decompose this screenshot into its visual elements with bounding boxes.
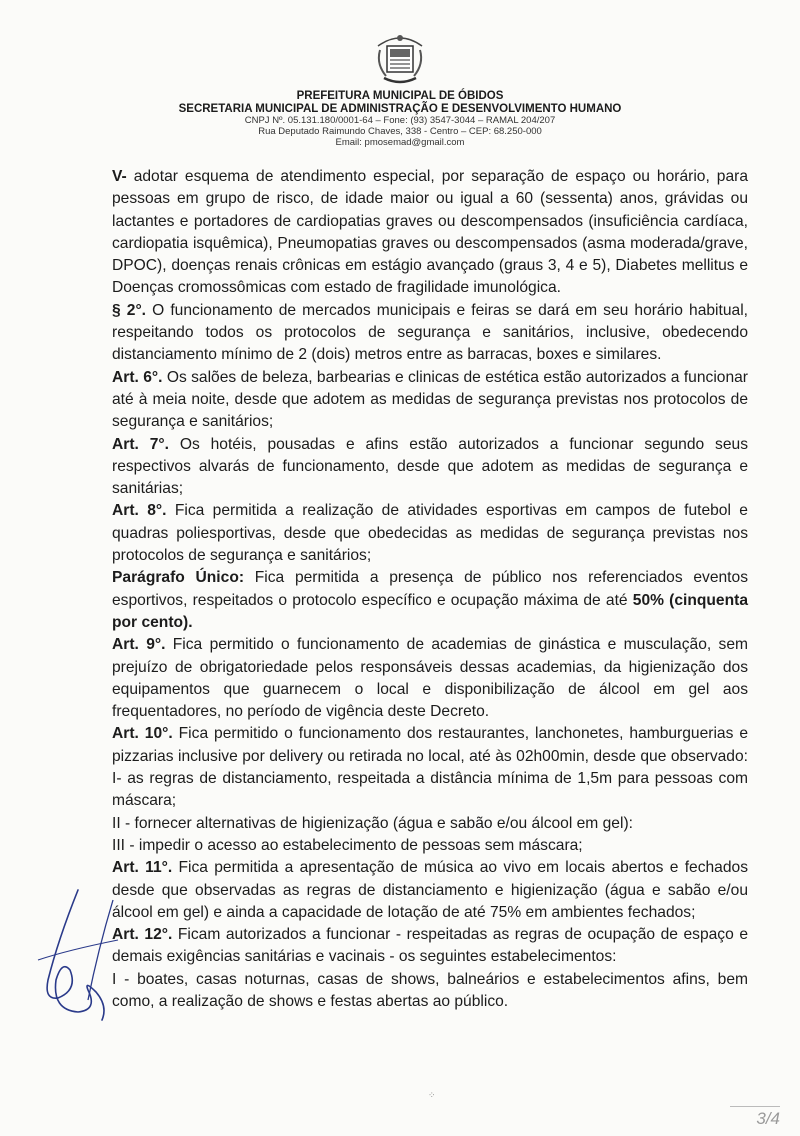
paragraph-text: Fica permitido o funcionamento de academias de ginástica e musculação, sem prejuízo de obrigatoriedade pelos responsáveis dessas academias, da higienização dos equipamentos que guarnecem o local e disponibilização de álcool em gel aos frequentadores, no período de vigência deste Decreto. (112, 636, 748, 721)
stamp-mark-icon: ⁘ (428, 1090, 436, 1100)
paragraph-emphasis: 50% (cinquenta por cento). (112, 591, 748, 631)
paragraph-lead: Parágrafo Único: (112, 569, 245, 587)
letterhead-email: Email: pmosemad@gmail.com (335, 137, 465, 149)
paragraph-art-8 (112, 500, 748, 567)
paragraph-text: II - fornecer alternativas de higienização (água e sabão e/ou álcool em gel): (112, 814, 633, 832)
paragraph-text: Fica permitida a realização de atividades esportivas em campos de futebol e quadras poliesportivas, desde que obedecidas as medidas de segurança previstas nos protocolos de segurança e sanitários; (112, 502, 748, 565)
paragraph-art-6 (112, 367, 748, 434)
paragraph-lead: Art. 7°. (112, 435, 169, 453)
paragraph-text: Fica permitida a apresentação de música ao vivo em locais abertos e fechados desde que observadas as regras de distanciamento e higienização (água e sabão e/ou álcool em gel) e ainda a capacidade de lotação de até 75% em ambientes fechados; (112, 859, 748, 921)
paragraph-unico (112, 567, 748, 634)
paragraph-text: I - boates, casas noturnas, casas de shows, balneários e estabelecimentos afins, bem como, a realização de shows e festas abertas ao público. (112, 970, 748, 1010)
paragraph-lead: Art. 10°. (112, 725, 173, 743)
paragraph-lead: Art. 11°. (112, 859, 173, 877)
paragraph-lead: Art. 12°. (112, 926, 173, 944)
paragraph-text: adotar esquema de atendimento especial, por separação de espaço ou horário, para pessoas em grupo de risco, de idade maior ou igual a 60 (sessenta) anos, grávidas ou lactantes e portadores de cardiopatias graves ou descompensados (insuficiência cardíaca, cardiopatia isquêmica), Pneumopatias graves ou descompensados (asma moderada/grave, DPOC), doenças renais crônicas em estágio avançado (graus 3, 4 e 5), Diabetes mellitus e Doenças cromossômicas com estado de fragilidade imunológica. (112, 168, 748, 297)
paragraph-par-2 (112, 300, 748, 367)
paragraph-text: Fica permitida a presença de público nos referenciados eventos esportivos, respeitados o protocolo específico e ocupação máxima de até (112, 569, 748, 609)
paragraph-text: III - impedir o acesso ao estabelecimento de pessoas sem máscara; (112, 836, 583, 854)
paragraph-lead: § 2°. (112, 301, 147, 319)
document-body (112, 166, 748, 1013)
paragraph-text: Ficam autorizados a funcionar - respeitadas as regras de ocupação de espaço e demais exigências sanitárias e vacinais - os seguintes estabelecimentos: (112, 926, 748, 966)
paragraph-art-10 (112, 723, 748, 812)
paragraph-text: O funcionamento de mercados municipais e feiras se dará em seu horário habitual, respeitando todos os protocolos de segurança e sanitários, inclusive, obedecendo distanciamento mínimo de 2 (dois) metros entre as barracas, boxes e similares. (112, 301, 748, 364)
letterhead-org: PREFEITURA MUNICIPAL DE ÓBIDOS (296, 90, 504, 102)
letterhead (0, 28, 800, 149)
letterhead-address: Rua Deputado Raimundo Chaves, 338 - Centro – CEP: 68.250-000 (258, 126, 542, 138)
paragraph-text: Os hotéis, pousadas e afins estão autorizados a funcionar segundo seus respectivos alvarás de funcionamento, desde que adotem as medidas de segurança e sanitárias; (112, 435, 748, 498)
paragraph-lead: Art. 6°. (112, 368, 163, 386)
paragraph-lead: Art. 9°. (112, 636, 166, 654)
municipal-crest-icon (370, 28, 430, 88)
paragraph-lead: Art. 8°. (112, 502, 167, 520)
paragraph-art-11 (112, 857, 748, 924)
paragraph-text: Os salões de beleza, barbearias e clinicas de estética estão autorizados a funcionar até à meia noite, desde que adotem as medidas de segurança previstas nos protocolos de segurança e sanitários; (112, 368, 748, 431)
paragraph-inciso-iii (112, 835, 748, 857)
paragraph-art-12 (112, 924, 748, 969)
letterhead-cnpj: CNPJ Nº. 05.131.180/0001-64 – Fone: (93) 3547-3044 – RAMAL 204/207 (244, 115, 556, 127)
handwritten-signature (18, 880, 128, 1030)
letterhead-secretariat: SECRETARIA MUNICIPAL DE ADMINISTRAÇÃO E DESENVOLVIMENTO HUMANO (178, 103, 622, 116)
page-number: 3/4 (730, 1106, 780, 1129)
paragraph-inciso-i (112, 969, 748, 1014)
paragraph-text: Fica permitido o funcionamento dos restaurantes, lanchonetes, hamburguerias e pizzarias inclusive por delivery ou retirada no local, até às 02h00min, desde que observado: I- as regras de distanciamento, respeitada a distância mínima de 1,5m para pessoas com máscara; (112, 725, 749, 810)
paragraph-lead: V- (112, 168, 127, 185)
paragraph-inciso-ii (112, 813, 748, 835)
paragraph-inciso-v (112, 166, 748, 300)
paragraph-art-9 (112, 634, 748, 723)
paragraph-art-7 (112, 434, 748, 501)
